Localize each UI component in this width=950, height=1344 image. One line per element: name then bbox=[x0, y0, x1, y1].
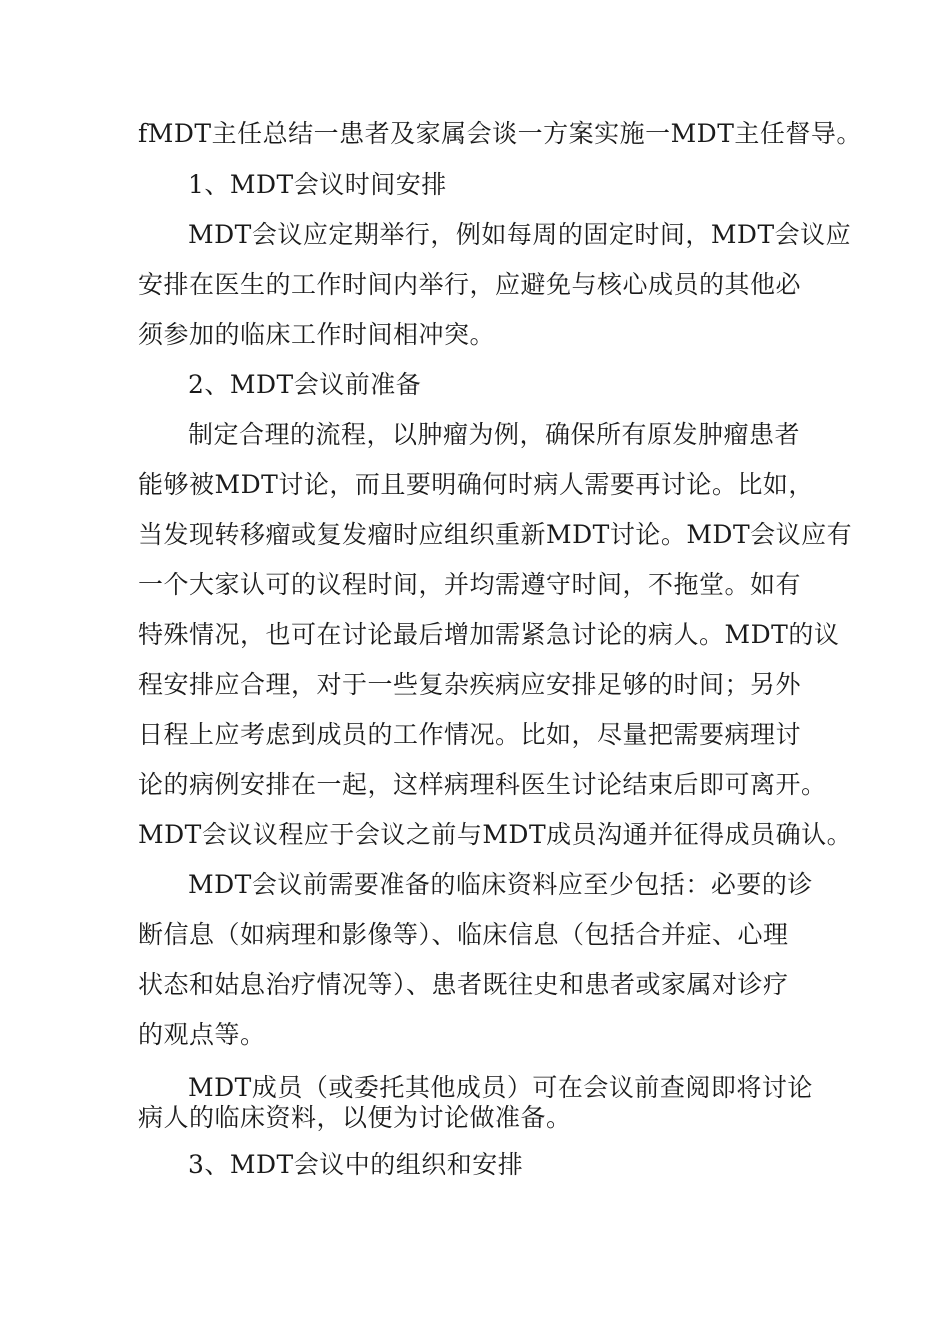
paragraph-line: 一个大家认可的议程时间，并均需遵守时间，不拖堂。如有 bbox=[138, 570, 802, 599]
paragraph-line: MDT会议应定期举行，例如每周的固定时间，MDT会议应 bbox=[188, 220, 852, 249]
paragraph-line: 须参加的临床工作时间相冲突。 bbox=[138, 320, 496, 349]
paragraph-line: 病人的临床资料，以便为讨论做准备。 bbox=[138, 1103, 572, 1132]
paragraph-line: 制定合理的流程，以肿瘤为例，确保所有原发肿瘤患者 bbox=[188, 420, 801, 449]
paragraph-line: 安排在医生的工作时间内举行，应避免与核心成员的其他必 bbox=[138, 270, 802, 299]
section-heading-in-meeting: 3、MDT会议中的组织和安排 bbox=[188, 1150, 524, 1179]
paragraph-line: 断信息（如病理和影像等）、临床信息（包括合并症、心理 bbox=[138, 920, 789, 949]
paragraph-line: 论的病例安排在一起，这样病理科医生讨论结束后即可离开。 bbox=[138, 770, 827, 799]
paragraph-line: 能够被MDT讨论，而且要明确何时病人需要再讨论。比如， bbox=[138, 470, 814, 499]
paragraph-line: 程安排应合理，对于一些复杂疾病应安排足够的时间；另外 bbox=[138, 670, 802, 699]
paragraph-line: fMDT主任总结一患者及家属会谈一方案实施一MDT主任督导。 bbox=[138, 119, 862, 148]
section-heading-pre-meeting: 2、MDT会议前准备 bbox=[188, 370, 422, 399]
paragraph-line: 日程上应考虑到成员的工作情况。比如，尽量把需要病理讨 bbox=[138, 720, 802, 749]
paragraph-line: MDT会议前需要准备的临床资料应至少包括：必要的诊 bbox=[188, 870, 813, 899]
section-heading-meeting-schedule: 1、MDT会议时间安排 bbox=[188, 170, 447, 199]
paragraph-line: 状态和姑息治疗情况等）、患者既往史和患者或家属对诊疗 bbox=[138, 970, 789, 999]
paragraph-line: MDT成员（或委托其他成员）可在会议前查阅即将讨论 bbox=[188, 1073, 813, 1102]
paragraph-line: 特殊情况，也可在讨论最后增加需紧急讨论的病人。MDT的议 bbox=[138, 620, 840, 649]
paragraph-line: MDT会议议程应于会议之前与MDT成员沟通并征得成员确认。 bbox=[138, 820, 853, 849]
paragraph-line: 当发现转移瘤或复发瘤时应组织重新MDT讨论。MDT会议应有 bbox=[138, 520, 853, 549]
paragraph-line: 的观点等。 bbox=[138, 1020, 266, 1049]
